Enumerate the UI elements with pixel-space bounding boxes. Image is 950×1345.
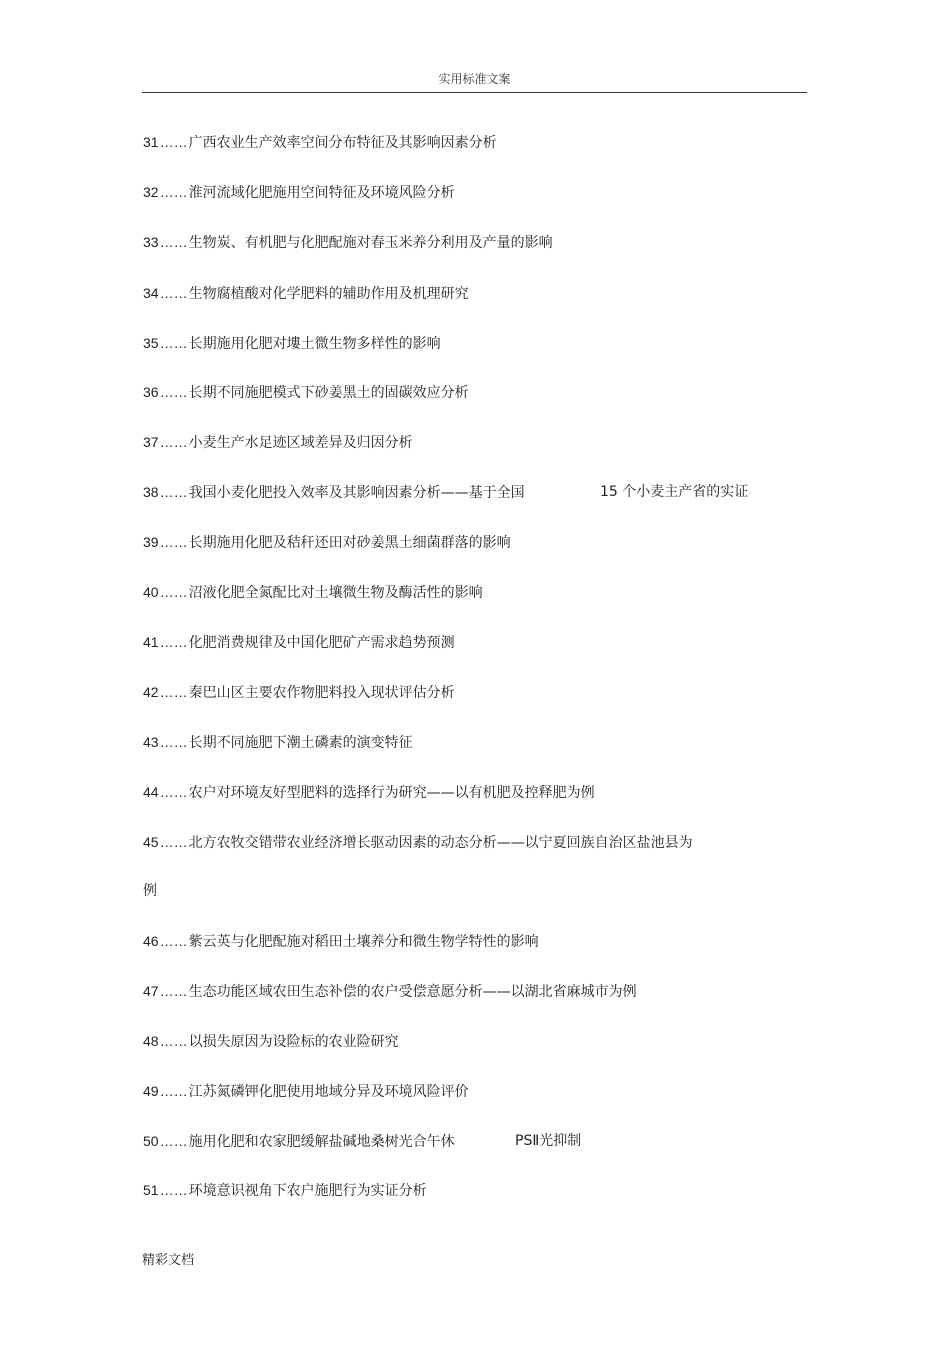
item-title-continuation: 例 <box>143 883 157 899</box>
leader-dots: …… <box>159 1133 188 1149</box>
leader-dots: …… <box>159 434 188 450</box>
leader-dots: …… <box>159 285 188 301</box>
item-title: 小麦生产水足迹区域差异及归因分析 <box>188 435 413 451</box>
list-item <box>143 1032 399 1050</box>
item-number: 34 <box>143 285 159 301</box>
item-number: 37 <box>143 434 159 450</box>
list-item <box>143 533 511 551</box>
list-item <box>143 1181 427 1199</box>
item-title: 长期施用化肥对塿土微生物多样性的影响 <box>188 336 441 352</box>
leader-dots: …… <box>159 734 188 750</box>
item-title: 沼液化肥全氮配比对土壤微生物及酶活性的影响 <box>188 585 483 601</box>
leader-dots: …… <box>159 1033 188 1049</box>
item-title: 长期施用化肥及秸秆还田对砂姜黑土细菌群落的影响 <box>188 535 511 551</box>
list-item <box>143 433 413 451</box>
item-number: 39 <box>143 534 159 550</box>
leader-dots: …… <box>159 834 188 850</box>
item-number: 50 <box>143 1133 159 1149</box>
item-title: 秦巴山区主要农作物肥料投入现状评估分析 <box>188 685 455 701</box>
item-number: 31 <box>143 134 159 150</box>
leader-dots: …… <box>159 184 188 200</box>
list-item <box>143 932 539 950</box>
item-title: 农户对环境友好型肥料的选择行为研究——以有机肥及控释肥为例 <box>188 785 595 801</box>
list-item <box>143 1132 582 1150</box>
item-title-part2: 15 个小麦主产省的实证 <box>600 484 749 500</box>
item-title: 长期不同施肥下潮土磷素的演变特征 <box>188 735 413 751</box>
item-title: 紫云英与化肥配施对稻田土壤养分和微生物学特性的影响 <box>188 934 539 950</box>
leader-dots: …… <box>159 983 188 999</box>
item-number: 38 <box>143 484 159 500</box>
item-title: 生态功能区域农田生态补偿的农户受偿意愿分析——以湖北省麻城市为例 <box>188 984 637 1000</box>
leader-dots: …… <box>159 1083 188 1099</box>
list-item <box>143 783 595 801</box>
list-item <box>143 733 413 751</box>
item-number: 40 <box>143 584 159 600</box>
page-footer: 精彩文档 <box>142 1253 195 1268</box>
item-title: 施用化肥和农家肥缓解盐碱地桑树光合午休 <box>188 1134 455 1150</box>
item-number: 32 <box>143 184 159 200</box>
item-number: 33 <box>143 234 159 250</box>
item-title: 生物腐植酸对化学肥料的辅助作用及机理研究 <box>188 286 469 302</box>
item-number: 36 <box>143 384 159 400</box>
leader-dots: …… <box>159 335 188 351</box>
list-item <box>143 233 553 251</box>
item-number: 44 <box>143 784 159 800</box>
list-item <box>143 183 455 201</box>
item-title: 北方农牧交错带农业经济增长驱动因素的动态分析——以宁夏回族自治区盐池县为 <box>188 835 693 851</box>
list-item <box>143 383 469 401</box>
item-title: 化肥消费规律及中国化肥矿产需求趋势预测 <box>188 635 455 651</box>
item-number: 42 <box>143 684 159 700</box>
item-title: 江苏氮磷钾化肥使用地域分异及环境风险评价 <box>188 1084 469 1100</box>
item-title: 环境意识视角下农户施肥行为实证分析 <box>188 1183 427 1199</box>
list-item <box>143 483 749 501</box>
item-title: 淮河流域化肥施用空间特征及环境风险分析 <box>188 185 455 201</box>
leader-dots: …… <box>159 1182 188 1198</box>
item-title: 以损失原因为设险标的农业险研究 <box>188 1034 399 1050</box>
leader-dots: …… <box>159 484 188 500</box>
item-number: 47 <box>143 983 159 999</box>
list-item <box>143 284 469 302</box>
list-item <box>143 1082 469 1100</box>
leader-dots: …… <box>159 534 188 550</box>
leader-dots: …… <box>159 784 188 800</box>
leader-dots: …… <box>159 234 188 250</box>
list-item <box>143 633 455 651</box>
item-number: 35 <box>143 335 159 351</box>
leader-dots: …… <box>159 684 188 700</box>
item-title: 我国小麦化肥投入效率及其影响因素分析——基于全国 <box>188 485 525 501</box>
item-number: 43 <box>143 734 159 750</box>
item-title: 广西农业生产效率空间分布特征及其影响因素分析 <box>188 135 497 151</box>
item-number: 46 <box>143 933 159 949</box>
item-number: 51 <box>143 1182 159 1198</box>
leader-dots: …… <box>159 933 188 949</box>
item-number: 45 <box>143 834 159 850</box>
list-item <box>143 982 637 1000</box>
item-title: 长期不同施肥模式下砂姜黑土的固碳效应分析 <box>188 385 469 401</box>
list-item <box>143 833 693 851</box>
leader-dots: …… <box>159 634 188 650</box>
leader-dots: …… <box>159 384 188 400</box>
list-item <box>143 133 497 151</box>
leader-dots: …… <box>159 584 188 600</box>
leader-dots: …… <box>159 134 188 150</box>
header-title: 实用标准文案 <box>438 72 511 86</box>
list-item <box>143 683 455 701</box>
page-header <box>142 66 807 93</box>
item-number: 48 <box>143 1033 159 1049</box>
item-title-part2: PSⅡ光抑制 <box>515 1133 582 1149</box>
item-number: 41 <box>143 634 159 650</box>
item-title: 生物炭、有机肥与化肥配施对春玉米养分利用及产量的影响 <box>188 235 553 251</box>
list-item <box>143 583 483 601</box>
list-item <box>143 334 441 352</box>
item-number: 49 <box>143 1083 159 1099</box>
